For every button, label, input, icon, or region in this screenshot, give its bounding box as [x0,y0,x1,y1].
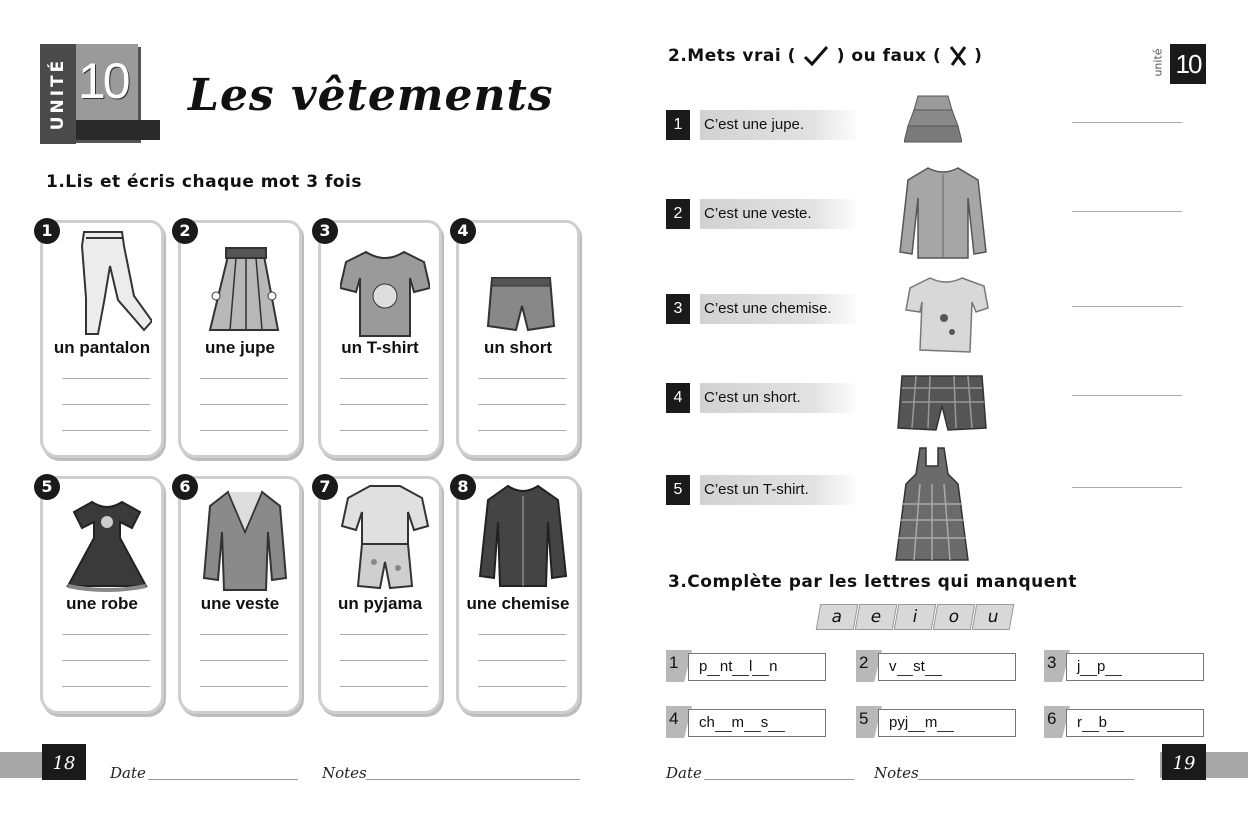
card-label: une jupe [205,338,275,357]
notes-line [366,779,580,780]
word-number: 2 [859,653,869,672]
word-field[interactable]: p nt l n [688,653,826,681]
card-number: 3 [312,218,338,244]
card-number: 2 [172,218,198,244]
card-label: une chemise [466,594,570,613]
word-number: 1 [669,653,679,672]
word-field[interactable]: ch m s [688,709,826,737]
section1-title: 1.Lis et écris chaque mot 3 fois [46,172,362,192]
tshirt-icon [340,226,430,338]
section2-title: 2.Mets vrai ( ) ou faux ( ) [668,46,983,66]
page-number: 19 [1162,744,1206,780]
answer-line[interactable] [1072,306,1182,307]
shirt-photo-icon [898,164,988,260]
statement-number: 1 [666,110,690,140]
unit-small-number: 10 [1170,44,1206,84]
footer-date-label: Date [110,764,146,782]
unit-badge [40,44,140,144]
word-field[interactable]: v st [878,653,1016,681]
word-field[interactable]: r b [1066,709,1204,737]
letter-tile-a: a [816,604,859,630]
answer-line[interactable] [1072,122,1182,123]
word-card [318,476,442,714]
dress-icon [62,482,152,594]
card-number: 5 [34,474,60,500]
word-box [666,706,826,738]
jacket-icon [200,482,290,594]
pyjama-icon [340,482,430,594]
statement-text: C’est une veste. [700,199,860,229]
unit-small-badge [1152,44,1206,84]
tshirt-photo-icon [904,274,990,356]
word-card [40,476,164,714]
cross-icon [948,44,968,68]
dress-photo-icon [892,444,972,564]
answer-line[interactable] [1072,211,1182,212]
letter-tile-e: e [855,604,898,630]
statement-number: 3 [666,294,690,324]
word-box [856,706,1016,738]
skirt-icon [200,226,290,338]
card-number: 4 [450,218,476,244]
statement-number: 2 [666,199,690,229]
skirt-photo-icon [904,92,962,146]
statement-number: 5 [666,475,690,505]
letter-tile-o: o [933,604,976,630]
answer-line[interactable] [1072,487,1182,488]
notes-line [918,779,1134,780]
card-number: 7 [312,474,338,500]
card-label: une robe [66,594,138,613]
word-box [1044,650,1204,682]
unit-number: 10 [78,53,128,109]
word-number: 5 [859,709,869,728]
date-line [148,779,298,780]
card-label: une veste [200,594,280,613]
statement-text: C’est un short. [700,383,860,413]
word-card [40,220,164,458]
footer-notes-label: Notes [874,764,919,782]
word-number: 3 [1047,653,1057,672]
statement-text: C’est un T-shirt. [700,475,860,505]
footer-notes-label: Notes [322,764,367,782]
card-label: un T-shirt [341,338,419,357]
check-icon [802,44,830,68]
statement-text: C’est une jupe. [700,110,860,140]
word-card [456,476,580,714]
word-number: 6 [1047,709,1057,728]
shorts-icon [478,226,568,338]
letter-tile-i: i [894,604,937,630]
footer-date-label: Date [666,764,702,782]
card-number: 6 [172,474,198,500]
card-label: un pyjama [337,594,423,613]
trousers-icon [62,226,152,338]
word-card [178,220,302,458]
statement-number: 4 [666,383,690,413]
word-card [178,476,302,714]
word-field[interactable]: j p [1066,653,1204,681]
page-title: Les vêtements [188,70,554,121]
shirt-icon [478,482,568,594]
date-line [704,779,854,780]
statement-text: C’est une chemise. [700,294,860,324]
card-label: un pantalon [53,338,151,357]
word-number: 4 [669,709,679,728]
word-card [456,220,580,458]
section3-title: 3.Complète par les lettres qui manquent [668,572,1077,592]
card-label: un short [484,338,552,357]
answer-line[interactable] [1072,395,1182,396]
word-box [666,650,826,682]
word-box [1044,706,1204,738]
unit-small-label: unité [1151,48,1165,77]
word-field[interactable]: pyj m [878,709,1016,737]
unit-label: UNITÉ [48,57,68,131]
word-card [318,220,442,458]
letter-tile-u: u [972,604,1015,630]
page-number: 18 [42,744,86,780]
shorts-photo-icon [896,372,988,434]
word-box [856,650,1016,682]
card-number: 1 [34,218,60,244]
card-number: 8 [450,474,476,500]
